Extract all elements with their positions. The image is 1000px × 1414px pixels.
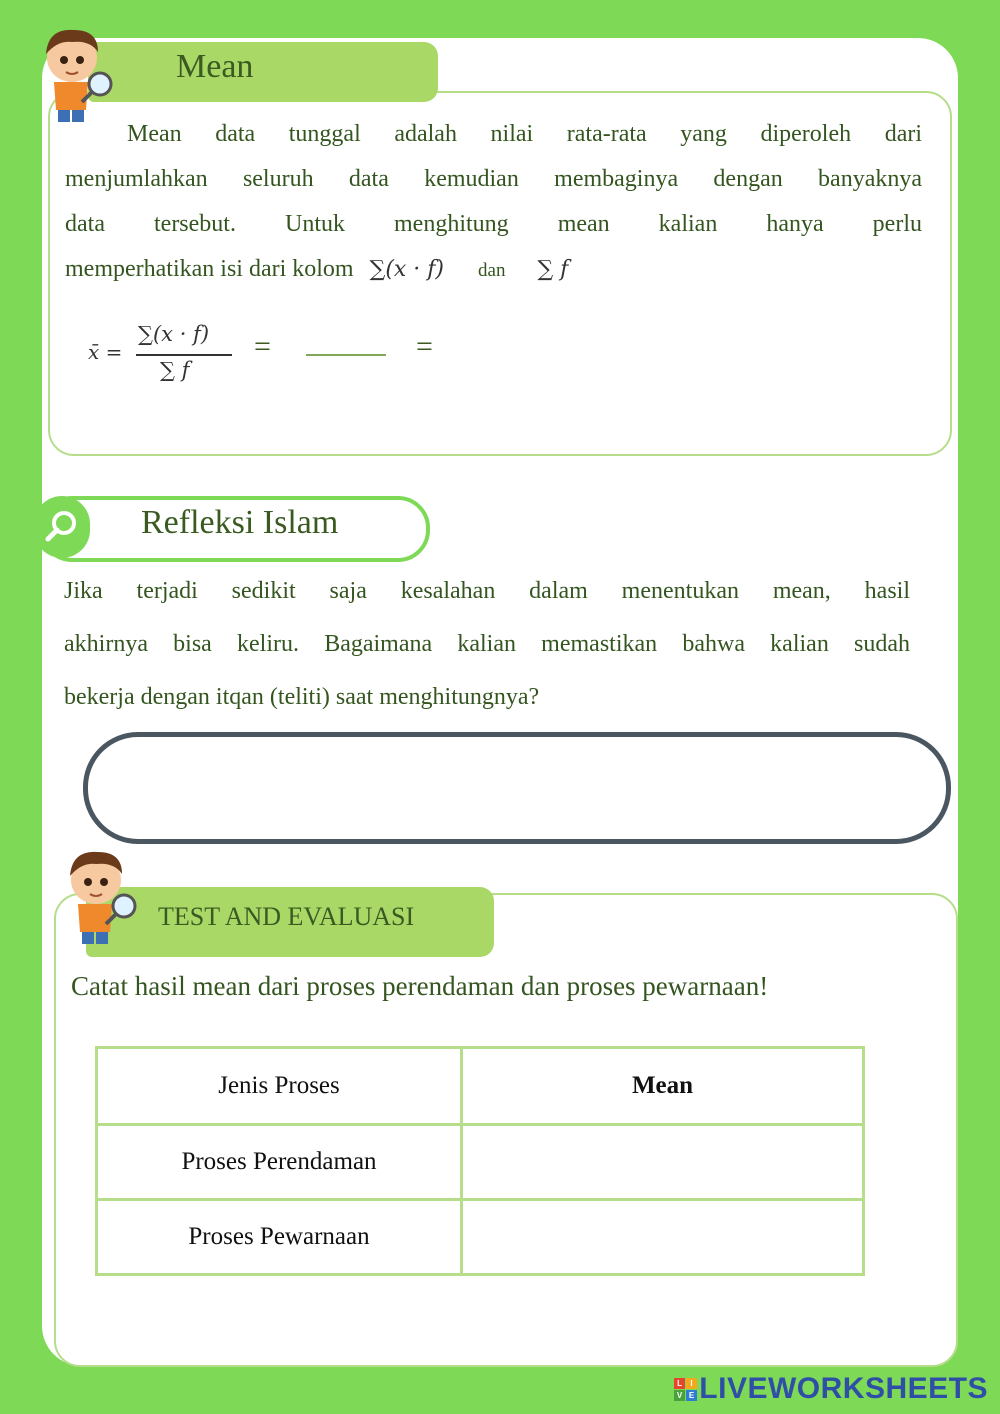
mean-input-pewarnaan[interactable] — [462, 1200, 864, 1275]
refleksi-title: Refleksi Islam — [141, 504, 339, 541]
mean-paragraph — [65, 112, 922, 293]
refleksi-line-3: bekerja dengan itqan (teliti) saat menghitungnya? — [64, 684, 540, 710]
refleksi-answer-input[interactable] — [83, 732, 951, 844]
formula-lhs: x̄ = — [88, 340, 123, 364]
table-row — [97, 1125, 864, 1200]
dan-label: dan — [478, 260, 506, 281]
table-row — [97, 1200, 864, 1275]
table-cell-proses-perendaman: Proses Perendaman — [97, 1125, 462, 1200]
search-icon — [34, 496, 90, 558]
table-header-mean: Mean — [462, 1048, 864, 1125]
liveworksheets-logo — [674, 1372, 988, 1406]
logo-letter-v: V — [674, 1390, 685, 1401]
sum-f-label: ∑ f — [537, 257, 569, 282]
table-cell-proses-pewarnaan: Proses Pewarnaan — [97, 1200, 462, 1275]
refleksi-line-1: Jika terjadi sedikit saja kesalahan dalam menentukan mean, hasil — [64, 578, 910, 604]
kid-magnifier-icon — [24, 18, 120, 126]
formula-blank-line[interactable] — [306, 354, 386, 356]
table-header-row — [97, 1048, 864, 1125]
mean-paragraph-line-2: menjumlahkan seluruh data kemudian membaginya dengan banyaknya — [65, 166, 922, 192]
refleksi-question — [64, 565, 910, 724]
mean-paragraph-line-4 — [65, 247, 922, 293]
mean-paragraph-line-3: data tersebut. Untuk menghitung mean kalian hanya perlu — [65, 211, 922, 237]
liveworksheets-logo-text: LIVEWORKSHEETS — [699, 1372, 988, 1405]
sum-xf-label: ∑(x · f) — [369, 257, 445, 282]
table-header-jenis-proses: Jenis Proses — [97, 1048, 462, 1125]
formula-equals-2: = — [416, 330, 433, 363]
formula-denominator: ∑ f — [160, 358, 190, 382]
refleksi-line-2: akhirnya bisa keliru. Bagaimana kalian memastikan bahwa kalian sudah — [64, 631, 910, 657]
mean-input-perendaman[interactable] — [462, 1125, 864, 1200]
mean-paragraph-line-4-text: memperhatikan isi dari kolom — [65, 256, 354, 282]
kid-magnifier-icon — [48, 840, 144, 948]
formula-numerator: ∑(x · f) — [138, 322, 210, 346]
logo-letter-e: E — [686, 1390, 697, 1401]
search-icon-badge — [34, 496, 90, 558]
mean-title-tab — [88, 42, 438, 102]
mean-paragraph-line-1: Mean data tunggal adalah nilai rata-rata yang diperoleh dari — [127, 121, 922, 147]
test-instruction: Catat hasil mean dari proses perendaman dan proses pewarnaan! — [71, 971, 769, 1001]
liveworksheets-logo-icon — [674, 1378, 697, 1401]
evaluation-table — [95, 1046, 865, 1276]
logo-letter-i: I — [686, 1378, 697, 1389]
test-title: TEST AND EVALUASI — [158, 902, 415, 931]
formula-equals-1: = — [254, 330, 271, 363]
logo-letter-l: L — [674, 1378, 685, 1389]
formula-fraction-bar — [136, 354, 232, 356]
mean-title: Mean — [176, 48, 254, 85]
